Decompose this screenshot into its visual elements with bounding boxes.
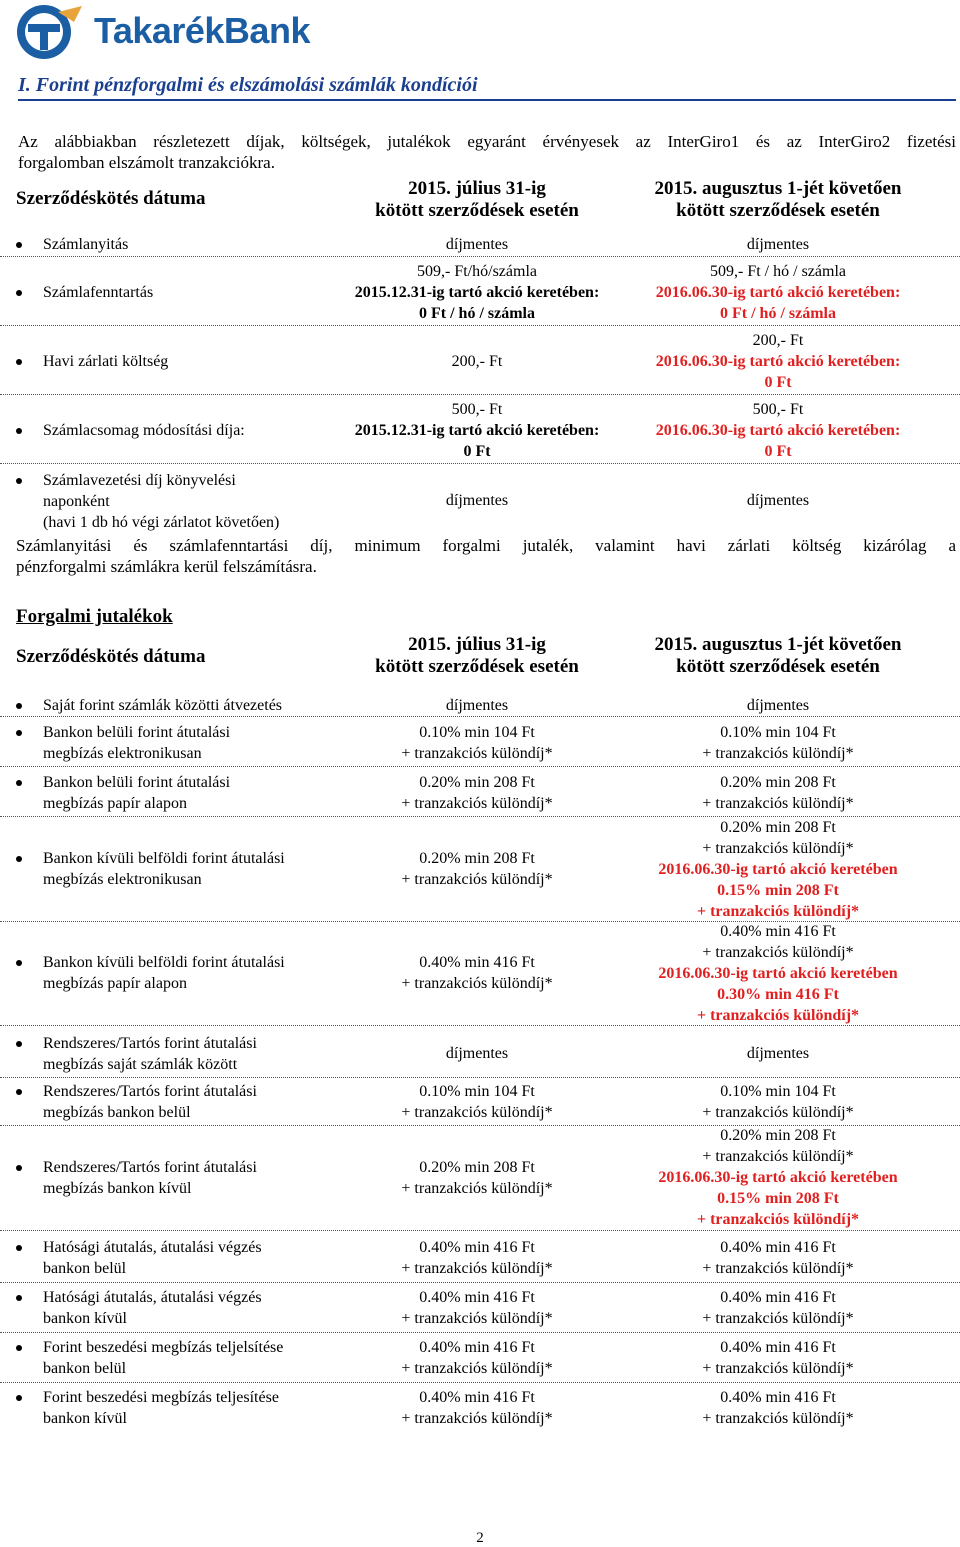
intro-line: forgalomban elszámolt tranzakciókra.: [18, 153, 275, 172]
cell-col1: [322, 695, 632, 716]
cell-line: + tranzakciós különdíj*: [696, 903, 860, 920]
row-label: [43, 695, 282, 716]
cell-col1: [322, 234, 632, 255]
table-row: [0, 397, 960, 464]
table-row: [0, 232, 960, 257]
header-line: 2015. augusztus 1-jét követően: [654, 634, 902, 655]
cell-line: 0.10% min 104 Ft: [419, 1083, 535, 1100]
cell-line: 0.20% min 208 Ft: [720, 774, 836, 791]
table-row: [0, 1334, 960, 1383]
table-row: [0, 817, 960, 922]
bullet-icon: [16, 1165, 22, 1171]
cell-line: Számlafenntartás: [43, 284, 154, 301]
cell-line: + tranzakciós különdíj*: [702, 1104, 854, 1121]
cell-line: 0.10% min 104 Ft: [720, 724, 836, 741]
table-row: [0, 1284, 960, 1333]
table1-header-col1: [322, 178, 632, 222]
bullet-icon: [16, 856, 22, 862]
cell-line: 0.20% min 208 Ft: [419, 1159, 535, 1176]
row-label: [43, 952, 285, 994]
cell-line: díjmentes: [445, 236, 509, 253]
cell-line: 0.30% min 416 Ft: [717, 986, 839, 1003]
cell-col1: [322, 722, 632, 764]
row-label: [43, 1387, 279, 1429]
table-row: [0, 719, 960, 767]
row-label: [43, 1033, 257, 1075]
intro-paragraph: [18, 131, 956, 173]
row-label: [43, 1287, 262, 1329]
cell-col1: [322, 399, 632, 462]
section-title: Forgalmi jutalékok: [16, 606, 173, 627]
cell-line: + tranzakciós különdíj*: [702, 944, 854, 961]
cell-line: Számlacsomag módosítási díja:: [43, 422, 245, 439]
cell-line: 0 Ft / hó / számla: [419, 305, 535, 322]
cell-line: Havi zárlati költség: [43, 353, 169, 370]
row-label: [43, 1337, 283, 1379]
table-row: [0, 328, 960, 395]
cell-line: megbízás saját számlák között: [43, 1056, 238, 1073]
cell-line: Forint beszedési megbízás teljelsítése: [43, 1339, 284, 1356]
cell-col1: [322, 1287, 632, 1329]
bullet-icon: [16, 1041, 22, 1047]
cell-line: 0.10% min 104 Ft: [419, 724, 535, 741]
cell-line: 0.40% min 416 Ft: [419, 954, 535, 971]
bullet-icon: [16, 478, 22, 484]
table-row: [0, 694, 960, 717]
cell-line: bankon belül: [43, 1360, 127, 1377]
cell-line: 2016.06.30-ig tartó akció keretében: [658, 965, 898, 982]
row-label: [43, 722, 230, 764]
cell-col2: [622, 330, 934, 393]
cell-line: + tranzakciós különdíj*: [401, 745, 553, 762]
row-label: [43, 1157, 257, 1199]
cell-col1: [322, 351, 632, 372]
cell-col2: [622, 1237, 934, 1279]
cell-line: + tranzakciós különdíj*: [702, 795, 854, 812]
row-label: [43, 848, 285, 890]
cell-line: 2016.06.30-ig tartó akció keretében: [658, 861, 898, 878]
intro-line: Az alábbiakban részletezett díjak, költségek, jutalékok egyaránt érvényesek az InterGiro1 és az InterGiro2 fizetési: [18, 132, 956, 151]
cell-line: + tranzakciós különdíj*: [401, 1104, 553, 1121]
cell-col2: [622, 1081, 934, 1123]
takarekbank-logo: [14, 2, 359, 62]
cell-line: megbízás bankon belül: [43, 1104, 191, 1121]
cell-line: + tranzakciós különdíj*: [702, 1410, 854, 1427]
cell-line: 509,- Ft / hó / számla: [710, 263, 846, 280]
cell-line: bankon belül: [43, 1260, 127, 1277]
cell-col2: [622, 722, 934, 764]
cell-line: Rendszeres/Tartós forint átutalási: [43, 1159, 257, 1176]
cell-line: díjmentes: [746, 236, 810, 253]
cell-line: 0.15% min 208 Ft: [717, 1190, 839, 1207]
cell-col2: [622, 261, 934, 324]
cell-col1: [322, 772, 632, 814]
table2-header-col2: [622, 634, 934, 678]
row-label: [43, 1237, 262, 1279]
cell-col2: [622, 817, 934, 922]
cell-col2: [622, 1043, 934, 1064]
page-number: 2: [476, 1530, 484, 1546]
cell-col1: [322, 1081, 632, 1123]
cell-line: díjmentes: [746, 1045, 810, 1062]
cell-line: 0.20% min 208 Ft: [419, 774, 535, 791]
cell-line: 0 Ft: [764, 443, 792, 460]
cell-line: Hatósági átutalás, átutalási végzés: [43, 1289, 262, 1306]
cell-line: 2016.06.30-ig tartó akció keretében:: [655, 284, 901, 301]
bullet-icon: [16, 780, 22, 786]
bullet-icon: [16, 359, 22, 365]
cell-line: 0.40% min 416 Ft: [419, 1339, 535, 1356]
note-line: pénzforgalmi számlákra kerül felszámításra.: [16, 557, 317, 576]
cell-line: 0.40% min 416 Ft: [419, 1389, 535, 1406]
cell-line: Hatósági átutalás, átutalási végzés: [43, 1239, 262, 1256]
table-row: [0, 1234, 960, 1283]
bullet-icon: [16, 1245, 22, 1251]
bullet-icon: [16, 1395, 22, 1401]
bullet-icon: [16, 730, 22, 736]
logo-mark-icon: [14, 2, 90, 62]
bullet-icon: [16, 703, 22, 709]
cell-line: 0.40% min 416 Ft: [419, 1289, 535, 1306]
cell-line: (havi 1 db hó végi zárlatot követően): [43, 514, 280, 531]
cell-col2: [622, 921, 934, 1026]
row-label: [43, 234, 128, 255]
cell-line: 0.40% min 416 Ft: [419, 1239, 535, 1256]
cell-line: + tranzakciós különdíj*: [401, 795, 553, 812]
bullet-icon: [16, 1345, 22, 1351]
bullet-icon: [16, 242, 22, 248]
cell-line: díjmentes: [746, 492, 810, 509]
cell-line: 0.40% min 416 Ft: [720, 1339, 836, 1356]
table2-header-col1: [322, 634, 632, 678]
cell-line: Forint beszedési megbízás teljesítése: [43, 1389, 279, 1406]
cell-col2: [622, 1387, 934, 1429]
note-line: Számlanyitási és számlafenntartási díj, minimum forgalmi jutalék, valamint havi zárlati költség kizárólag a: [16, 536, 956, 555]
bullet-icon: [16, 1295, 22, 1301]
cell-line: + tranzakciós különdíj*: [401, 871, 553, 888]
cell-line: díjmentes: [445, 1045, 509, 1062]
cell-line: 200,- Ft: [752, 332, 804, 349]
brand-name: TakarékBank: [94, 10, 310, 51]
header-line: kötött szerződések esetén: [676, 656, 880, 677]
cell-line: + tranzakciós különdíj*: [696, 1007, 860, 1024]
cell-line: Bankon kívüli belföldi forint átutalási: [43, 850, 285, 867]
cell-line: 2015.12.31-ig tartó akció keretében:: [354, 284, 600, 301]
cell-line: Rendszeres/Tartós forint átutalási: [43, 1035, 257, 1052]
cell-col1: [322, 261, 632, 324]
cell-line: megbízás bankon kívül: [43, 1180, 192, 1197]
cell-line: + tranzakciós különdíj*: [401, 975, 553, 992]
cell-col2: [622, 772, 934, 814]
header-line: kötött szerződések esetén: [676, 200, 880, 221]
row-label: [43, 420, 245, 441]
table-row: [0, 468, 960, 532]
cell-col1: [322, 490, 632, 511]
cell-col2: [622, 490, 934, 511]
header-line: kötött szerződések esetén: [375, 656, 579, 677]
cell-col1: [322, 1043, 632, 1064]
cell-line: Számlavezetési díj könyvelési: [43, 472, 236, 489]
cell-line: 200,- Ft: [451, 353, 503, 370]
cell-line: 2016.06.30-ig tartó akció keretében: [658, 1169, 898, 1186]
cell-line: + tranzakciós különdíj*: [401, 1410, 553, 1427]
cell-line: megbízás elektronikusan: [43, 745, 202, 762]
cell-line: díjmentes: [445, 697, 509, 714]
cell-line: 0.40% min 416 Ft: [720, 923, 836, 940]
cell-line: 0.15% min 208 Ft: [717, 882, 839, 899]
table-row: [0, 1079, 960, 1126]
cell-line: Rendszeres/Tartós forint átutalási: [43, 1083, 257, 1100]
cell-col2: [622, 695, 934, 716]
cell-line: 509,- Ft/hó/számla: [417, 263, 537, 280]
cell-line: + tranzakciós különdíj*: [702, 840, 854, 857]
cell-col1: [322, 952, 632, 994]
header-line: 2015. július 31-ig: [408, 634, 546, 655]
cell-line: + tranzakciós különdíj*: [702, 1260, 854, 1277]
cell-line: bankon kívül: [43, 1310, 127, 1327]
cell-line: + tranzakciós különdíj*: [702, 1360, 854, 1377]
cell-col2: [622, 1287, 934, 1329]
cell-line: + tranzakciós különdíj*: [702, 1310, 854, 1327]
cell-line: + tranzakciós különdíj*: [696, 1211, 860, 1228]
cell-line: megbízás papír alapon: [43, 975, 187, 992]
table-row: [0, 1384, 960, 1432]
table1-header-label: Szerződéskötés dátuma: [16, 188, 206, 209]
cell-line: Bankon kívüli belföldi forint átutalási: [43, 954, 285, 971]
cell-line: + tranzakciós különdíj*: [401, 1310, 553, 1327]
cell-line: Saját forint számlák közötti átvezetés: [43, 697, 283, 714]
row-label: [43, 282, 153, 303]
cell-line: díjmentes: [746, 697, 810, 714]
cell-line: naponként: [43, 493, 110, 510]
cell-line: Számlanyitás: [43, 236, 129, 253]
row-label: [43, 1081, 257, 1123]
cell-col1: [322, 1337, 632, 1379]
cell-line: 0 Ft: [764, 374, 792, 391]
table2-header-label: Szerződéskötés dátuma: [16, 646, 206, 667]
cell-col2: [622, 1337, 934, 1379]
cell-line: Bankon belüli forint átutalási: [43, 774, 231, 791]
table-row: [0, 259, 960, 326]
cell-line: 0 Ft / hó / számla: [720, 305, 836, 322]
cell-line: 500,- Ft: [752, 401, 804, 418]
table-row: [0, 1125, 960, 1231]
cell-col2: [622, 234, 934, 255]
row-label: [43, 772, 230, 814]
cell-line: megbízás papír alapon: [43, 795, 187, 812]
cell-line: + tranzakciós különdíj*: [401, 1180, 553, 1197]
header-line: kötött szerződések esetén: [375, 200, 579, 221]
cell-col1: [322, 1387, 632, 1429]
cell-line: 500,- Ft: [451, 401, 503, 418]
bullet-icon: [16, 1089, 22, 1095]
cell-line: 0.10% min 104 Ft: [720, 1083, 836, 1100]
cell-line: bankon kívül: [43, 1410, 127, 1427]
cell-line: + tranzakciós különdíj*: [702, 745, 854, 762]
header-line: 2015. július 31-ig: [408, 178, 546, 199]
bullet-icon: [16, 960, 22, 966]
table-row: [0, 921, 960, 1026]
row-label: [43, 351, 168, 372]
cell-line: 2016.06.30-ig tartó akció keretében:: [655, 422, 901, 439]
cell-col2: [622, 399, 934, 462]
cell-col1: [322, 1157, 632, 1199]
cell-line: + tranzakciós különdíj*: [401, 1260, 553, 1277]
cell-line: 0.20% min 208 Ft: [419, 850, 535, 867]
cell-line: 2015.12.31-ig tartó akció keretében:: [354, 422, 600, 439]
row-label: [43, 470, 279, 533]
page-title: I. Forint pénzforgalmi és elszámolási számlák kondíciói: [18, 74, 956, 101]
cell-line: 0.20% min 208 Ft: [720, 1127, 836, 1144]
cell-line: megbízás elektronikusan: [43, 871, 202, 888]
cell-line: 0.40% min 416 Ft: [720, 1389, 836, 1406]
cell-col1: [322, 848, 632, 890]
table-row: [0, 769, 960, 817]
cell-col1: [322, 1237, 632, 1279]
cell-line: 0.40% min 416 Ft: [720, 1239, 836, 1256]
fee-note: [16, 535, 956, 577]
bullet-icon: [16, 428, 22, 434]
bullet-icon: [16, 290, 22, 296]
table1-header-col2: [622, 178, 934, 222]
cell-line: 2016.06.30-ig tartó akció keretében:: [655, 353, 901, 370]
cell-line: 0 Ft: [463, 443, 491, 460]
table-row: [0, 1030, 960, 1078]
cell-line: 0.40% min 416 Ft: [720, 1289, 836, 1306]
cell-line: + tranzakciós különdíj*: [401, 1360, 553, 1377]
header-line: 2015. augusztus 1-jét követően: [654, 178, 902, 199]
cell-line: díjmentes: [445, 492, 509, 509]
cell-col2: [622, 1125, 934, 1230]
cell-line: 0.20% min 208 Ft: [720, 819, 836, 836]
cell-line: + tranzakciós különdíj*: [702, 1148, 854, 1165]
cell-line: Bankon belüli forint átutalási: [43, 724, 231, 741]
